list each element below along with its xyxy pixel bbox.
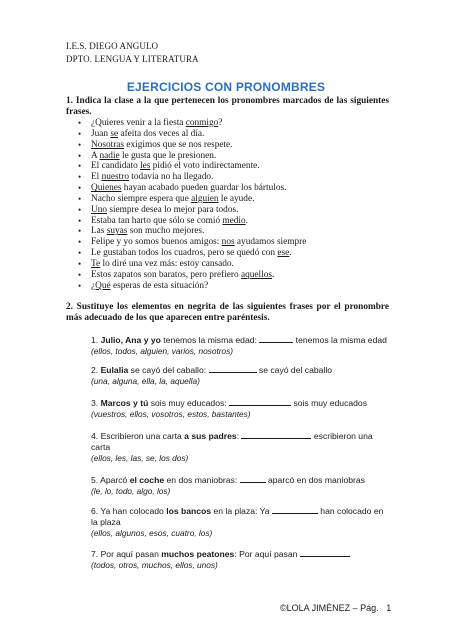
bullet-icon: • <box>78 258 82 269</box>
exercise-sentence: 6. Ya han colocado los bancos en la plaza: Ya han colocado en la plaza <box>91 506 384 527</box>
marked-pronoun: Te <box>91 258 101 269</box>
marked-pronoun: suyas <box>106 226 128 237</box>
options-list: (todos, otros, muchos, ellos, unos) <box>91 560 218 570</box>
answer-blank[interactable] <box>272 505 318 514</box>
list-item: • Nosotras exigimos que se nos respete. <box>78 139 233 150</box>
bold-phrase: Julio, Ana y yo <box>100 335 161 345</box>
section1-heading: 1. Indica la clase a la que pertenecen los pronombres marcados de las siguientes frases. <box>66 96 389 117</box>
answer-blank[interactable] <box>209 364 257 373</box>
marked-pronoun: les <box>140 161 151 172</box>
marked-pronoun: ese <box>277 248 290 259</box>
bullet-icon: • <box>78 139 82 150</box>
bold-phrase: Marcos y tú <box>100 398 149 408</box>
answer-blank[interactable] <box>300 548 350 557</box>
marked-pronoun: Quienes <box>91 183 122 194</box>
marked-pronoun: se <box>110 128 119 139</box>
bullet-icon: • <box>78 118 82 128</box>
list-item: • El nuestro todavía no ha llegado. <box>78 172 214 183</box>
list-item: • Te lo diré una vez más: estoy cansado. <box>78 258 234 269</box>
bullet-icon: • <box>78 215 82 226</box>
list-item: • Las suyas son mucho mejores. <box>78 226 205 237</box>
marked-pronoun: alguien <box>191 193 219 204</box>
exercise-sentence: 3. Marcos y tú sois muy educados: sois muy educados <box>91 398 368 408</box>
exercise-item <box>91 334 391 357</box>
pronoun-sentence-list <box>66 118 396 292</box>
exercise-item <box>91 430 391 464</box>
bold-phrase: los bancos <box>166 506 212 516</box>
list-item: • ¿Quieres venir a la fiesta conmigo? <box>78 118 223 128</box>
list-item: • Estos zapatos son baratos, pero prefiero aquellos. <box>78 269 275 280</box>
exercise-sentence: 2. Eulalia se cayó del caballo: se cayó del caballo <box>91 365 333 375</box>
bullet-icon: • <box>78 150 82 161</box>
marked-pronoun: nos <box>221 237 235 248</box>
bullet-icon: • <box>78 172 82 183</box>
exercise-sentence: 1. Julio, Ana y yo tenemos la misma edad: tenemos la misma edad <box>91 335 387 345</box>
options-list: (vuestros, ellos, vosotros, estos, bastantes) <box>91 409 251 419</box>
marked-pronoun: medio <box>222 215 246 226</box>
bold-phrase: el coche <box>129 475 165 485</box>
options-list: (una, alguna, ella, la, aquella) <box>91 376 200 386</box>
exercise-item <box>91 364 391 387</box>
bold-phrase: Eulalia <box>100 365 129 375</box>
answer-blank[interactable] <box>259 334 293 343</box>
list-item: • Juan se afeita dos veces al día. <box>78 128 205 139</box>
bullet-icon: • <box>78 161 82 172</box>
options-list: (le, lo, todo, algo, los) <box>91 486 171 496</box>
marked-pronoun: Nosotras <box>91 139 125 150</box>
exercise-sentence: 4. Escribieron una carta a sus padres: escribieron una carta <box>91 431 373 452</box>
list-item: • Felipe y yo somos buenos amigos: nos ayudamos siempre <box>78 237 307 248</box>
marked-pronoun: conmigo <box>185 118 219 128</box>
list-item: • Estaba tan harto que sólo se comió medio. <box>78 215 248 226</box>
marked-pronoun: aquellos <box>241 269 272 280</box>
page-title: EJERCICIOS CON PRONOMBRES <box>126 80 326 94</box>
marked-pronoun: nuestro <box>101 172 129 183</box>
exercise-sentence: 5. Aparcó el coche en dos maniobras: aparcó en dos maniobras <box>91 475 365 485</box>
marked-pronoun: ¿Qué <box>91 280 111 291</box>
bullet-icon: • <box>78 280 82 291</box>
bullet-icon: • <box>78 248 82 259</box>
list-item: • Quienes hayan acabado pueden guardar los bártulos. <box>78 183 287 194</box>
bullet-icon: • <box>78 204 82 215</box>
answer-blank[interactable] <box>240 474 266 483</box>
answer-blank[interactable] <box>241 430 311 439</box>
marked-pronoun: nadie <box>99 150 120 161</box>
bold-phrase: a sus padres <box>184 431 237 441</box>
list-item: • Nacho siempre espera que alguien le ayude. <box>78 193 255 204</box>
exercise-item <box>91 397 391 420</box>
bullet-icon: • <box>78 183 82 194</box>
section2-heading: 2. Sustituye los elementos en negrita de las siguientes frases por el pronombre más adecuado de los que aparecen entre paréntesis. <box>66 302 389 323</box>
header-school: I.E.S. DIEGO ANGULO <box>66 41 159 51</box>
bullet-icon: • <box>78 237 82 248</box>
bullet-icon: • <box>78 269 82 280</box>
page-footer <box>280 603 391 613</box>
options-list: (ellos, algunos, esos, cuatro, los) <box>91 528 213 538</box>
bullet-icon: • <box>78 128 82 139</box>
exercise-item <box>91 474 391 497</box>
bold-phrase: muchos peatones <box>161 549 235 559</box>
page-number: 1 <box>386 603 392 613</box>
options-list: (ellos, todos, alguien, varios, nosotros) <box>91 346 234 356</box>
exercise-sentence: 7. Por aquí pasan muchos peatones: Por aquí pasan <box>91 548 391 560</box>
list-item: • ¿Qué esperas de esta situación? <box>78 280 209 291</box>
marked-pronoun: Uno <box>91 204 108 215</box>
bullet-icon: • <box>78 193 82 204</box>
answer-blank[interactable] <box>229 397 291 406</box>
footer-credit: ©LOLA JIMÉNEZ – Pág. <box>280 603 379 613</box>
exercise-item <box>91 505 391 539</box>
list-item: • Uno siempre desea lo mejor para todos. <box>78 204 239 215</box>
bullet-icon: • <box>78 226 82 237</box>
list-item: • El candidato les pidió el voto indirectamente. <box>78 161 260 172</box>
exercise-item <box>91 548 391 571</box>
options-list: (ellos, les, las, se, los dos) <box>91 453 189 463</box>
list-item: • Le gustaban todos los cuadros, pero se quedó con ese. <box>78 248 292 259</box>
list-item: • A nadie le gusta que le presionen. <box>78 150 217 161</box>
header-department: DPTO. LENGUA Y LITERATURA <box>66 54 199 64</box>
